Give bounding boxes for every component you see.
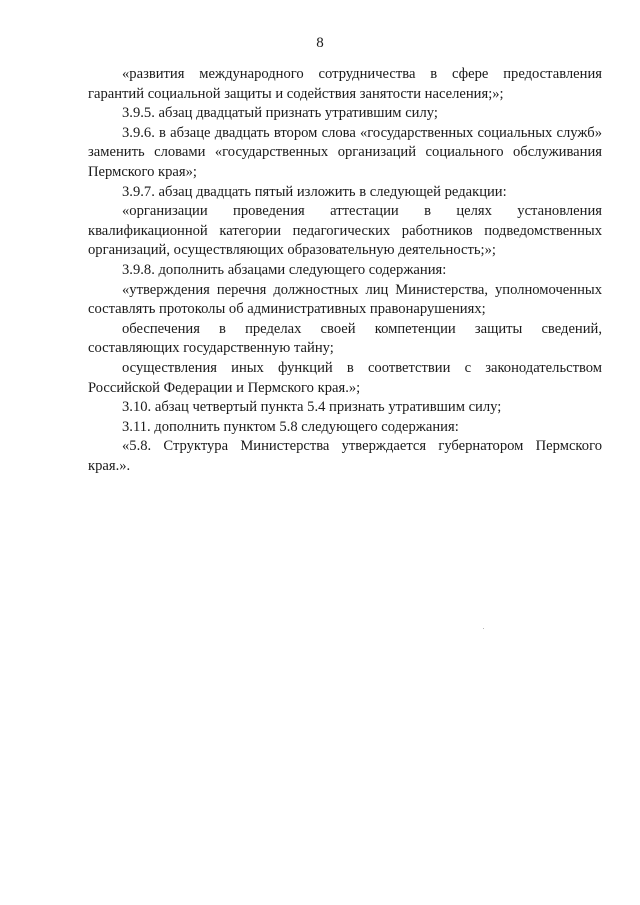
paragraph-quote-state-secret: обеспечения в пределах своей компетенции защиты сведений, составляющих государственную тайну; [88,320,602,357]
page-number: 8 [316,35,324,51]
paragraph-quote-officials-list: «утверждения перечня должностных лиц Министерства, уполномоченных составлять протоколы об административных правонарушениях; [88,281,602,318]
paragraph-quote-attestation: «организации проведения аттестации в целях установления квалификационной категории педагогических работников подведомственных организаций, осуществляющих образовательную деятельность;»; [88,203,602,259]
paragraph-quote-ministry-structure: «5.8. Структура Министерства утверждается губернатором Пермского края.». [88,438,602,474]
paragraph-item-3-9-8: 3.9.8. дополнить абзацами следующего содержания: [122,261,447,278]
document-body [88,65,602,476]
paragraph-item-3-9-7: 3.9.7. абзац двадцать пятый изложить в следующей редакции: [122,183,507,200]
paragraph-quote-other-functions: осуществления иных функций в соответствии с законодательством Российской Федерации и Пермского края.»; [88,359,602,396]
scan-speck [483,628,484,629]
paragraph-quote-international-cooperation: «развития международного сотрудничества в сфере предоставления гарантий социальной защиты и содействия занятости населения;»; [88,66,602,102]
paragraph-item-3-9-5: 3.9.5. абзац двадцатый признать утратившим силу; [122,105,438,122]
paragraph-item-3-11: 3.11. дополнить пунктом 5.8 следующего содержания: [122,418,459,435]
paragraph-item-3-9-6: 3.9.6. в абзаце двадцать втором слова «государственных социальных служб» заменить словами «государственных организаций социального обслуживания Пермского края»; [88,124,602,180]
paragraph-item-3-10: 3.10. абзац четвертый пункта 5.4 признать утратившим силу; [122,399,502,416]
